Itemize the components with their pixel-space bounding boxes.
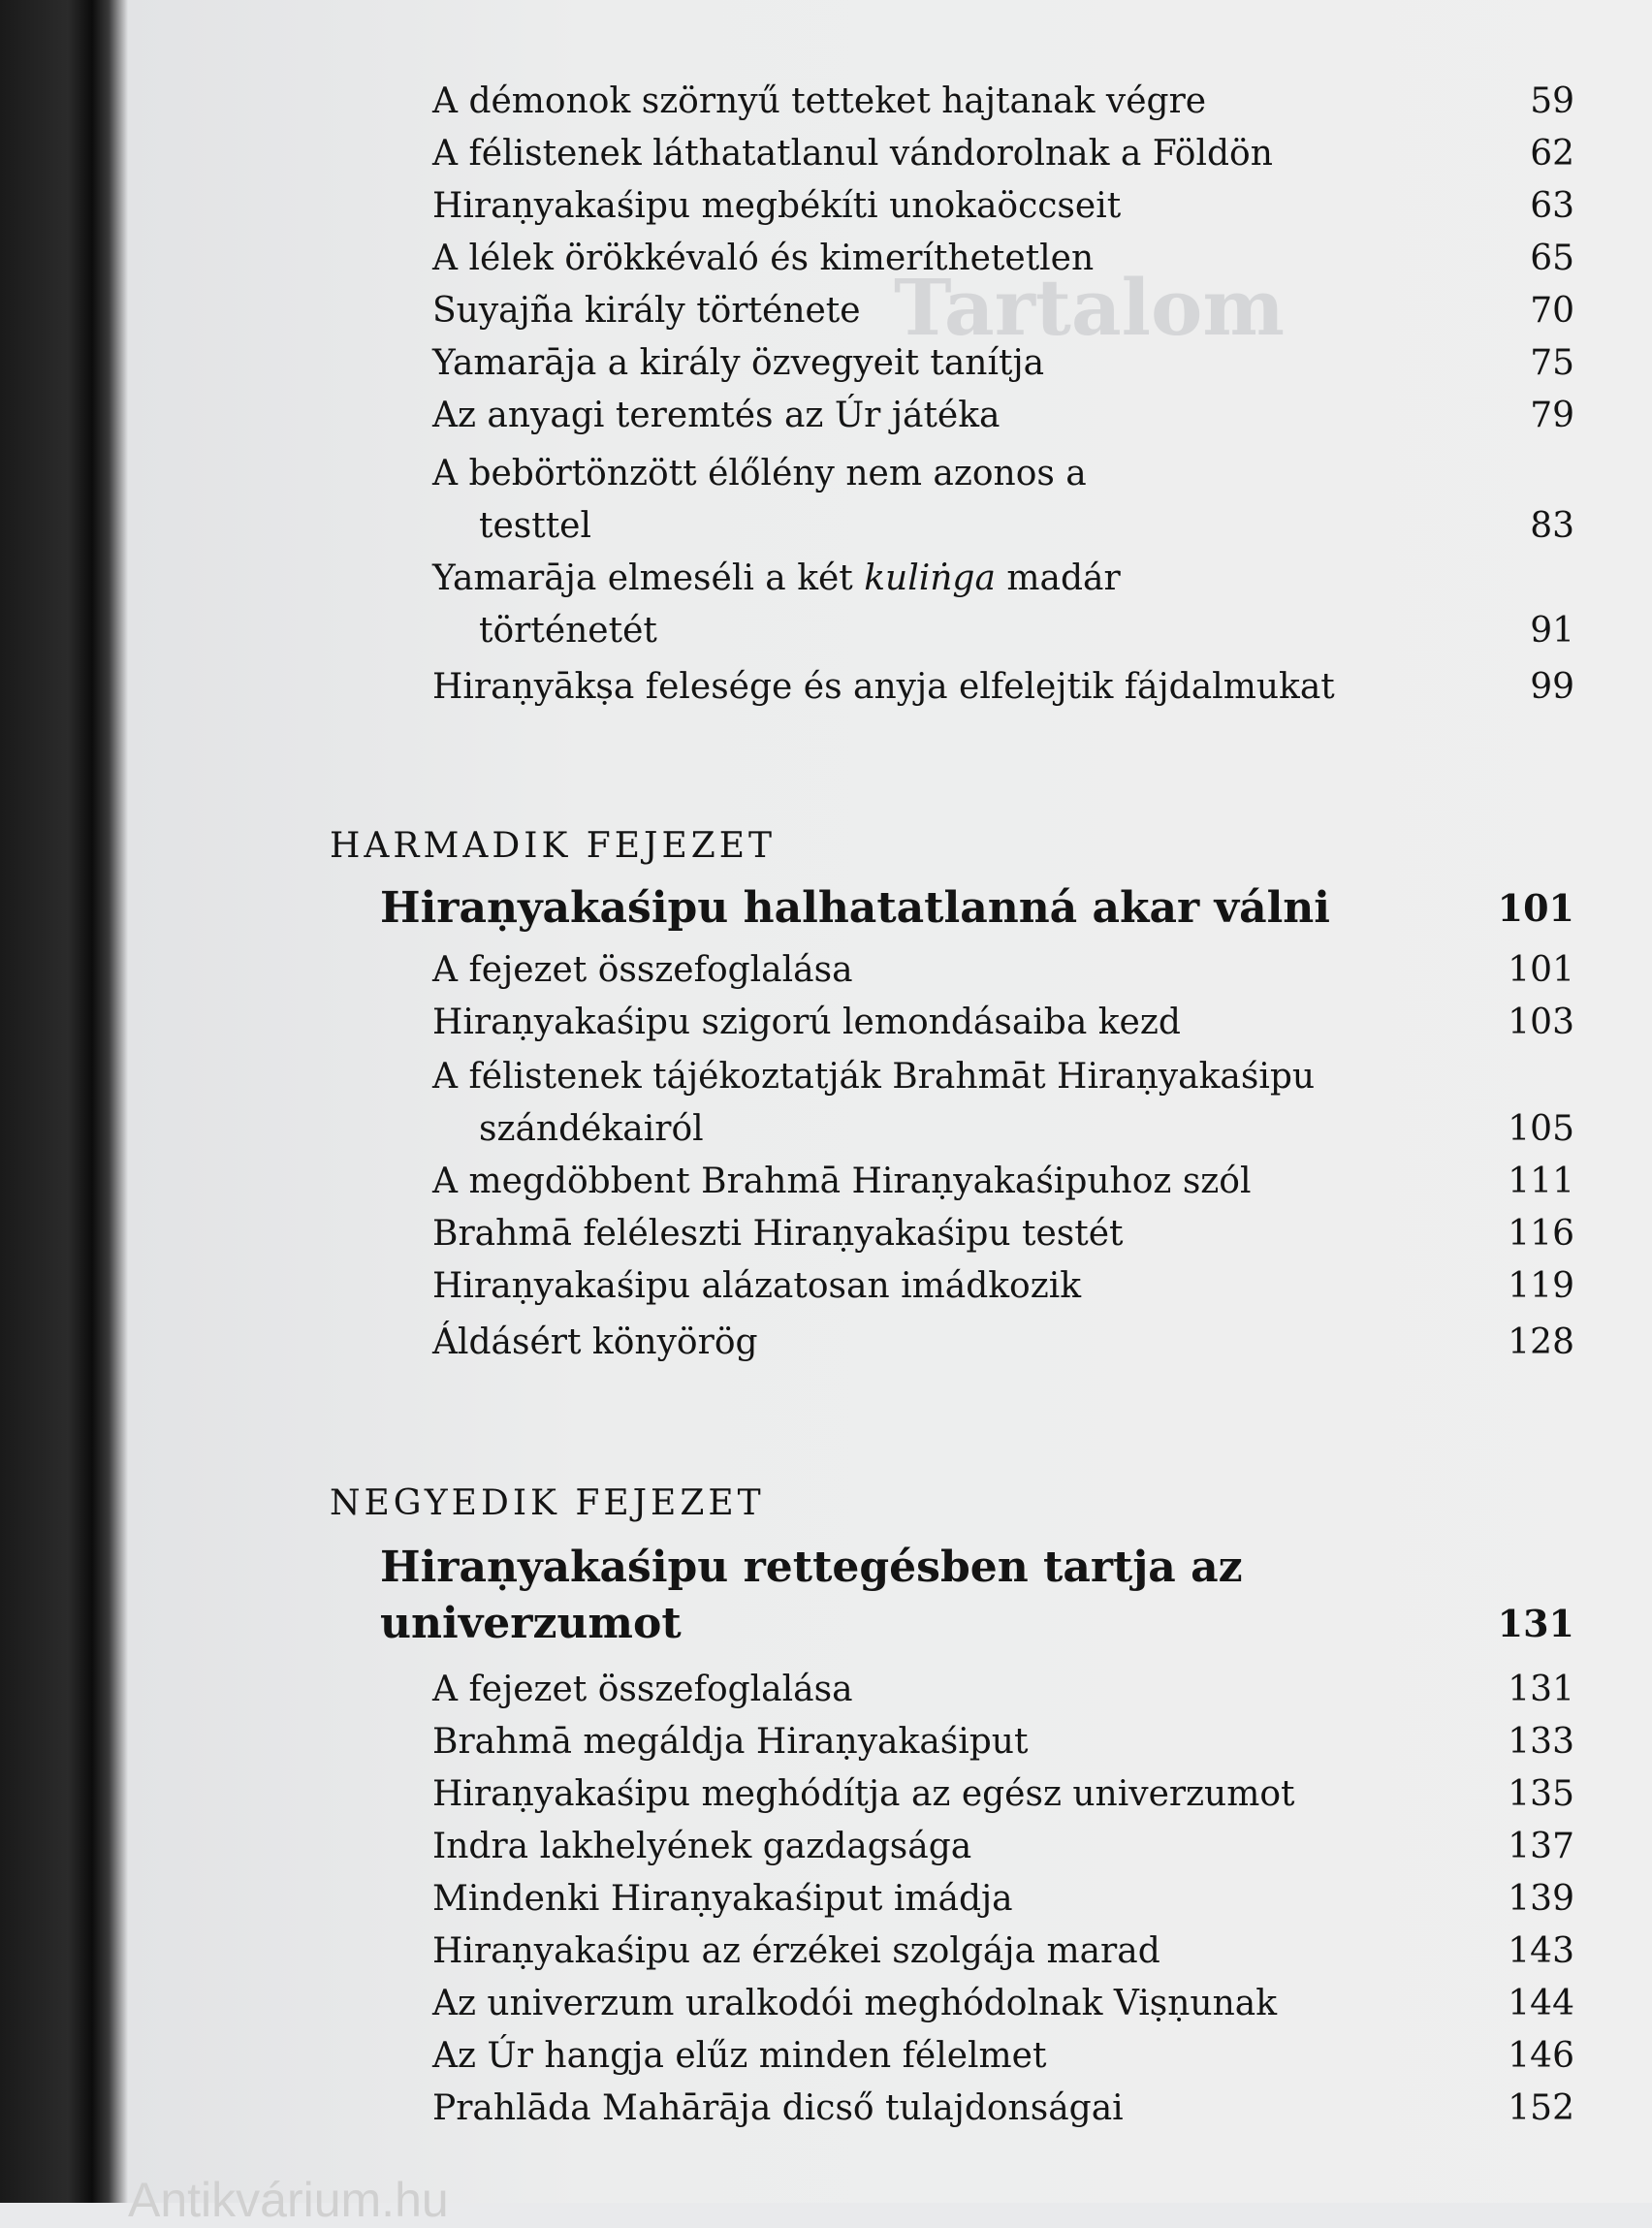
toc-entry-page: 116 (1508, 1214, 1574, 1254)
toc-entry-title-line2: szándékairól (479, 1109, 704, 1149)
toc-entry (432, 1664, 1574, 1716)
toc-entry-title: A félistenek láthatatlanul vándorolnak a Földön (432, 134, 1273, 174)
toc-entry-title: Hiraṇyakaśipu szigorú lemondásaiba kezd (432, 1003, 1181, 1042)
toc-entry (432, 390, 1574, 442)
toc-entry-page: 133 (1508, 1722, 1574, 1762)
toc-entry-title: Suyajña király története (432, 291, 861, 331)
toc-entry-title-line2: történetét (479, 611, 657, 651)
toc-entry-title: Hiraṇyakaśipu meghódítja az egész univerzumot (432, 1774, 1295, 1814)
toc-entry-page: 62 (1530, 134, 1574, 174)
toc-entry-page: 99 (1530, 667, 1574, 707)
toc-entry (432, 1156, 1574, 1208)
italic-term: kuliṅga (864, 558, 996, 598)
toc-entry-title: Az Úr hangja elűz minden félelmet (432, 2036, 1047, 2076)
toc-entry-page: 144 (1508, 1984, 1574, 2023)
toc-entry-page: 79 (1530, 396, 1574, 435)
toc-entry-page: 70 (1530, 291, 1574, 331)
toc-entry (432, 1716, 1574, 1768)
toc-entry-title: Hiraṇyakaśipu az érzékei szolgája marad (432, 1931, 1160, 1971)
toc-entry-title: Yamarāja a király özvegyeit tanítja (432, 343, 1045, 383)
toc-entry-title: A démonok szörnyű tetteket hajtanak végre (432, 81, 1207, 121)
chapter-label: HARMADIK FEJEZET (330, 826, 777, 866)
toc-entry (432, 180, 1574, 233)
toc-entry-title: A megdöbbent Brahmā Hiraṇyakaśipuhoz szól (432, 1162, 1252, 1201)
chapter-page: 101 (1497, 886, 1574, 930)
toc-entry-title: Brahmā megáldja Hiraṇyakaśiput (432, 1722, 1029, 1762)
toc-entry (432, 1051, 1574, 1156)
toc-entry (432, 661, 1574, 714)
watermark: Antikvárium.hu (128, 2173, 449, 2227)
toc-entry-page: 128 (1508, 1322, 1574, 1362)
chapter-label: NEGYEDIK FEJEZET (330, 1483, 765, 1523)
toc-entry-title: Hiraṇyakaśipu megbékíti unokaöccseit (432, 186, 1122, 226)
toc-entry-title-line1: A félistenek tájékoztatják Brahmāt Hiraṇyakaśipu (432, 1057, 1316, 1097)
chapter-page: 131 (1497, 1602, 1574, 1645)
toc-entry (432, 1873, 1574, 1926)
toc-entry-page: 101 (1508, 950, 1574, 990)
book-binding-edge (0, 0, 128, 2203)
chapter-title-text: Hiraṇyakaśipu halhatatlanná akar válni (380, 883, 1331, 933)
toc-entry-page: 131 (1508, 1670, 1574, 1709)
toc-entry-title: Az anyagi teremtés az Úr játéka (432, 396, 1001, 435)
toc-entry (432, 1260, 1574, 1313)
toc-entry-title: Brahmā feléleszti Hiraṇyakaśipu testét (432, 1214, 1124, 1254)
toc-entry (432, 553, 1574, 657)
toc-entry-title-line2: testtel (479, 506, 591, 546)
toc-entry-title: Indra lakhelyének gazdagsága (432, 1827, 972, 1866)
toc-entry-page: 143 (1508, 1931, 1574, 1971)
toc-entry (432, 337, 1574, 390)
toc-entry-page: 91 (1530, 611, 1574, 651)
toc-entry (432, 1208, 1574, 1260)
toc-entry-title: Hiraṇyakaśipu alázatosan imádkozik (432, 1266, 1082, 1306)
toc-entry (432, 1317, 1574, 1369)
toc-entry-page: 103 (1508, 1003, 1574, 1042)
chapter-title (380, 880, 1574, 937)
toc-entry (432, 1821, 1574, 1873)
toc-entry-page: 59 (1530, 81, 1574, 121)
toc-entry-title: A fejezet összefoglalása (432, 1670, 853, 1709)
toc-entry (432, 1978, 1574, 2030)
chapter-title-line2: univerzumot (380, 1599, 682, 1648)
toc-entry (432, 128, 1574, 180)
toc-entry (432, 1926, 1574, 1978)
show-through-heading: Tartalom (894, 262, 1286, 353)
toc-entry-page: 119 (1508, 1266, 1574, 1306)
toc-entry-page: 139 (1508, 1879, 1574, 1919)
toc-entry (432, 448, 1574, 553)
toc-entry-page: 152 (1508, 2088, 1574, 2128)
toc-entry (432, 2083, 1574, 2135)
toc-entry-page: 65 (1530, 239, 1574, 278)
toc-entry-page: 146 (1508, 2036, 1574, 2076)
toc-entry-page: 105 (1508, 1109, 1574, 1149)
toc-entry (432, 1768, 1574, 1821)
toc-entry-page: 63 (1530, 186, 1574, 226)
toc-entry-page: 83 (1530, 506, 1574, 546)
toc-entry-title: A fejezet összefoglalása (432, 950, 853, 990)
toc-entry-page: 137 (1508, 1827, 1574, 1866)
toc-entry-title: Prahlāda Mahārāja dicső tulajdonságai (432, 2088, 1124, 2128)
chapter-title-line1: Hiraṇyakaśipu rettegésben tartja az (380, 1543, 1243, 1592)
toc-entry (432, 285, 1574, 337)
toc-entry-page: 111 (1508, 1162, 1574, 1201)
toc-entry (432, 76, 1574, 128)
toc-entry-title-line1: A bebörtönzött élőlény nem azonos a (432, 454, 1087, 493)
toc-entry (432, 233, 1574, 285)
toc-entry-page: 75 (1530, 343, 1574, 383)
toc-entry-title: Hiraṇyākṣa felesége és anyja elfelejtik fájdalmukat (432, 667, 1335, 707)
toc-entry (432, 997, 1574, 1049)
toc-entry (432, 944, 1574, 997)
toc-entry-title: Áldásért könyörög (432, 1322, 758, 1362)
toc-entry-title: A lélek örökkévaló és kimeríthetetlen (432, 239, 1095, 278)
chapter-title (380, 1540, 1574, 1652)
toc-entry-title: Mindenki Hiraṇyakaśiput imádja (432, 1879, 1013, 1919)
toc-entry-title-line1: Yamarāja elmeséli a két kuliṅga madár (432, 558, 1121, 598)
toc-entry-page: 135 (1508, 1774, 1574, 1814)
toc-entry-title: Az univerzum uralkodói meghódolnak Viṣṇunak (432, 1984, 1278, 2023)
toc-entry (432, 2030, 1574, 2083)
